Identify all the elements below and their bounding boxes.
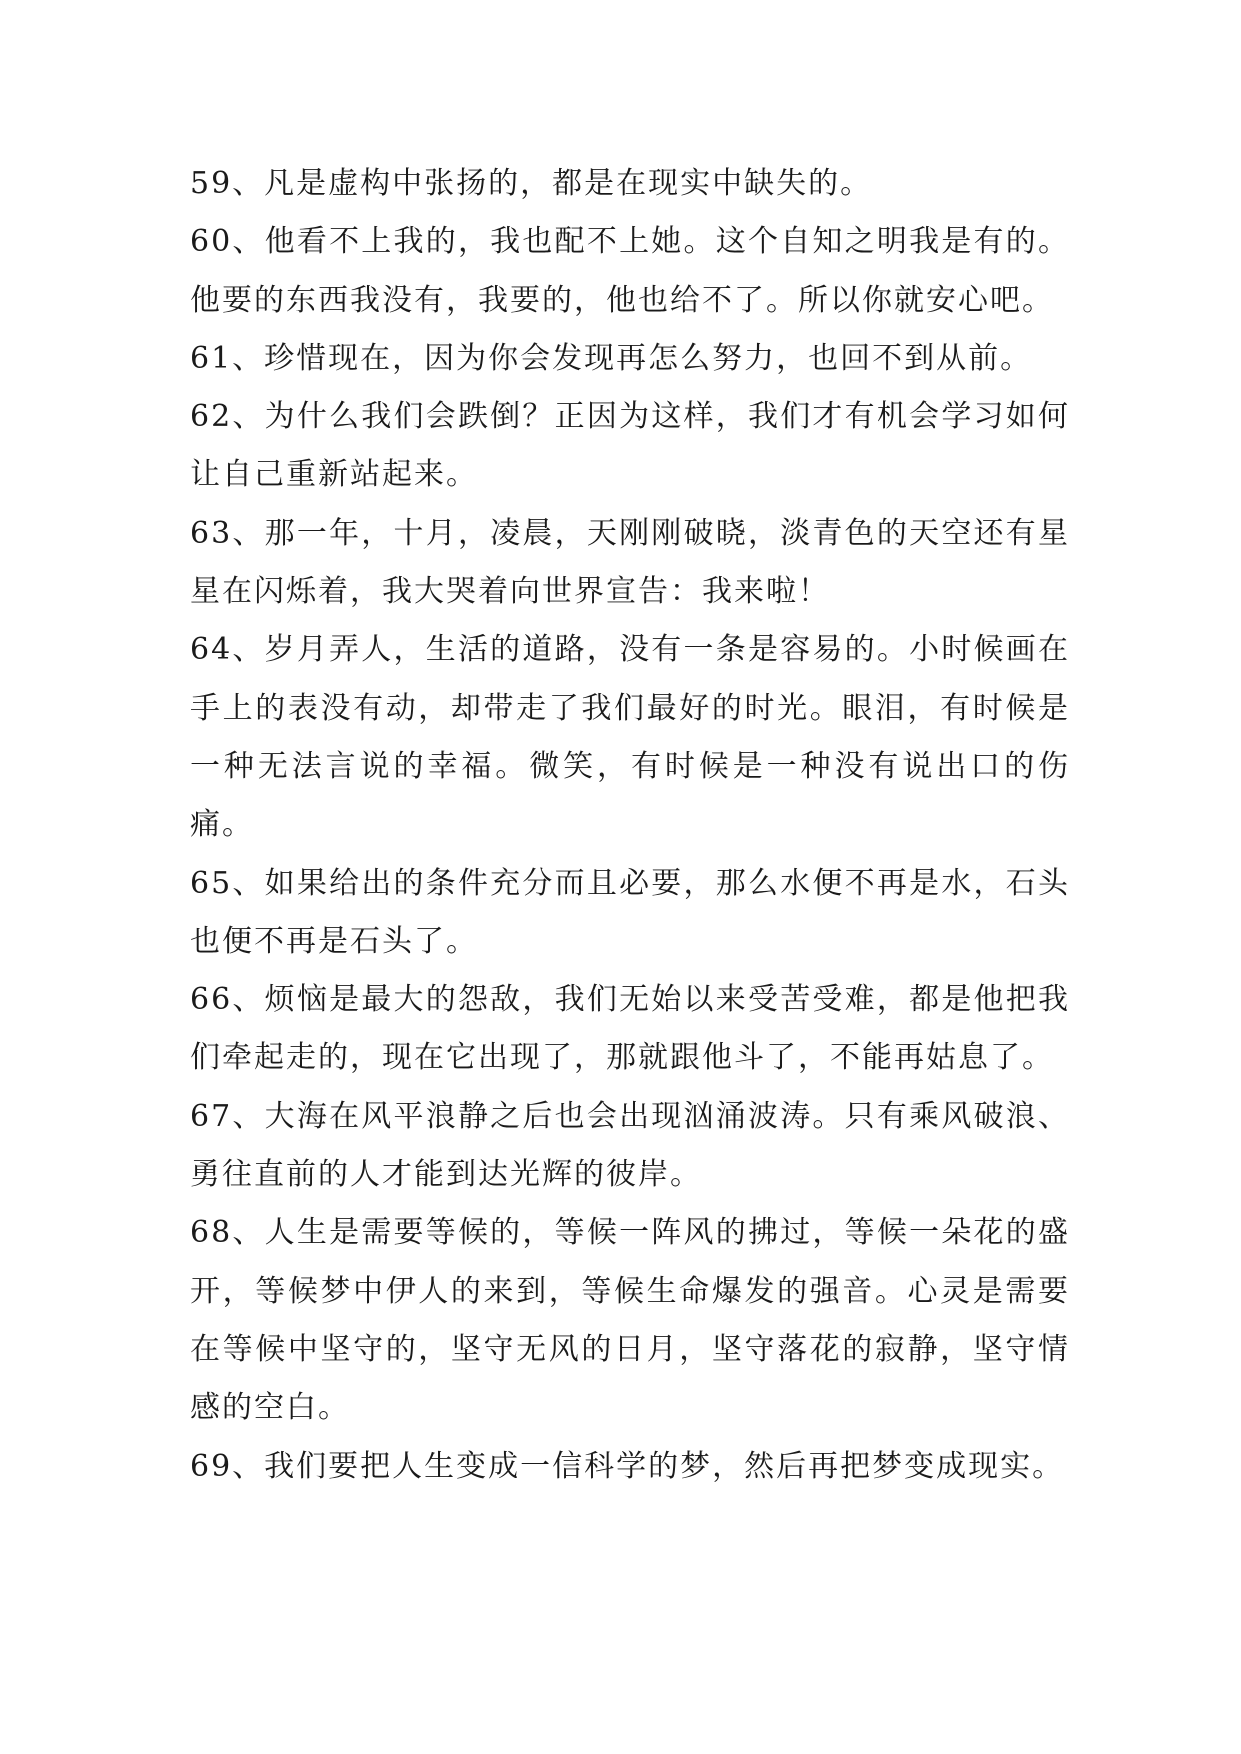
quote-paragraph-62: 62、为什么我们会跌倒？正因为这样，我们才有机会学习如何让自己重新站起来。 [190, 399, 1070, 493]
quote-paragraph-67: 67、大海在风平浪静之后也会出现汹涌波涛。只有乘风破浪、勇往直前的人才能到达光辉的彼岸。 [190, 1098, 1070, 1193]
quote-paragraph-68: 68、人生是需要等候的，等候一阵风的拂过，等候一朵花的盛开，等候梦中伊人的来到，等候生命爆发的强音。心灵是需要在等候中坚守的，坚守无风的日月，坚守落花的寂静，坚守情感的空白。 [190, 1215, 1070, 1426]
quote-paragraph-60: 60、他看不上我的，我也配不上她。这个自知之明我是有的。他要的东西我没有，我要的，他也给不了。所以你就安心吧。 [190, 224, 1070, 318]
quote-paragraph-61: 61、珍惜现在，因为你会发现再怎么努力，也回不到从前。 [190, 340, 1033, 376]
document-body [190, 155, 1070, 1496]
quote-paragraph-64: 64、岁月弄人，生活的道路，没有一条是容易的。小时候画在手上的表没有动，却带走了我们最好的时光。眼泪，有时候是一种无法言说的幸福。微笑，有时候是一种没有说出口的伤痛。 [190, 632, 1070, 843]
quote-paragraph-63: 63、那一年，十月，凌晨，天刚刚破晓，淡青色的天空还有星星在闪烁着，我大哭着向世界宣告：我来啦！ [190, 515, 1070, 610]
quote-paragraph-66: 66、烦恼是最大的怨敌，我们无始以来受苦受难，都是他把我们牵起走的，现在它出现了，那就跟他斗了，不能再姑息了。 [190, 982, 1070, 1076]
quote-paragraph-65: 65、如果给出的条件充分而且必要，那么水便不再是水，石头也便不再是石头了。 [190, 865, 1070, 959]
quote-paragraph-69: 69、我们要把人生变成一信科学的梦，然后再把梦变成现实。 [190, 1448, 1065, 1484]
quote-paragraph-59: 59、凡是虚构中张扬的，都是在现实中缺失的。 [190, 166, 873, 201]
